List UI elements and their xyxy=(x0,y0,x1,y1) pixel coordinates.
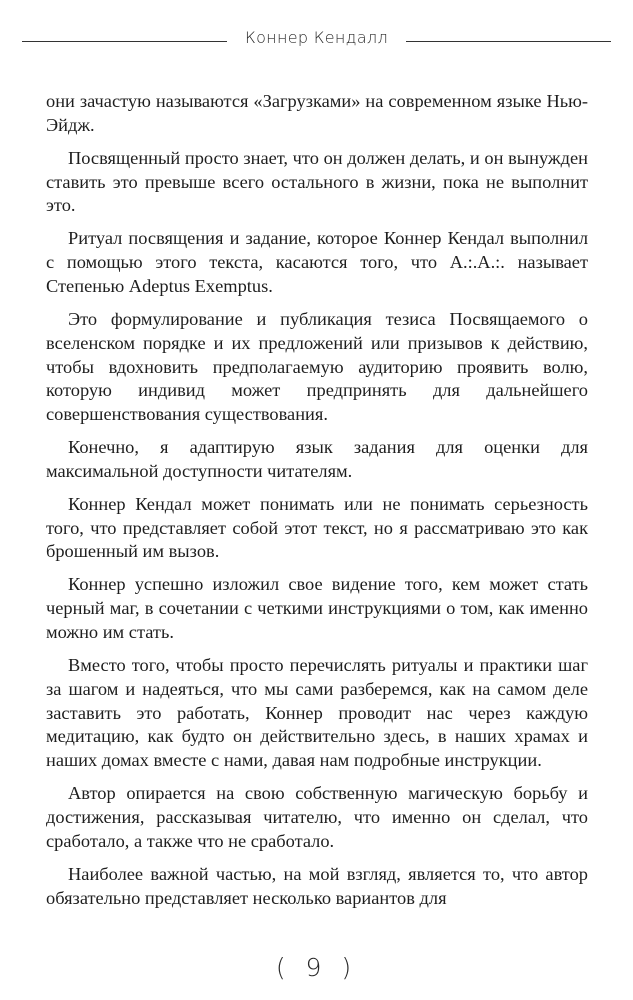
paragraph: Это формулирование и публикация тезиса Посвящаемого о вселенском порядке и их предложений или призывов к действию, чтобы вдохновить предполагаемую аудиторию проявить волю, которую индивид может предпринять для дальнейшего совершенствования существования. xyxy=(46,308,588,425)
paragraph: Вместо того, чтобы просто перечислять ритуалы и практики шаг за шагом и надеяться, что мы сами разберемся, как на самом деле заставить это работать, Коннер проводит нас через каждую медитацию, как будто он действительно здесь, в наших храмах и наших домах вместе с нами, давая нам подробные инструкции. xyxy=(46,655,588,771)
running-header-title: Коннер Кендалл xyxy=(245,28,388,47)
paragraph: Конечно, я адаптирую язык задания для оценки для максимальной доступности читателям. xyxy=(46,437,588,481)
paragraph: они зачастую называются «Загрузками» на современном языке Нью-Эйдж. xyxy=(46,91,588,135)
page-number: ( 9 ) xyxy=(275,953,358,982)
running-header xyxy=(22,27,611,49)
paragraph: Посвященный просто знает, что он должен делать, и он вынужден ставить это превыше всего остального в жизни, пока не выполнит это. xyxy=(46,147,588,216)
paragraph: Наиболее важной частью, на мой взгляд, является то, что автор обязательно представляет несколько вариантов для xyxy=(46,863,588,908)
body-text xyxy=(46,90,588,920)
paragraph: Коннер Кендал может понимать или не понимать серьезность того, что представляет собой этот текст, но я рассматриваю это как брошенный им вызов. xyxy=(46,493,588,562)
header-rule-right xyxy=(406,41,611,42)
paragraph: Автор опирается на свою собственную магическую борьбу и достижения, рассказывая читателю, что именно он сделал, что сработало, а также что не сработало. xyxy=(46,783,588,851)
paragraph: Ритуал посвящения и задание, которое Коннер Кендал выполнил с помощью этого текста, касаются того, что A.:.A.:. называет Степенью Adeptus Exemptus. xyxy=(46,228,588,296)
paragraph: Коннер успешно изложил свое видение того, кем может стать черный маг, в сочетании с четкими инструкциями о том, как именно можно им стать. xyxy=(46,574,588,643)
